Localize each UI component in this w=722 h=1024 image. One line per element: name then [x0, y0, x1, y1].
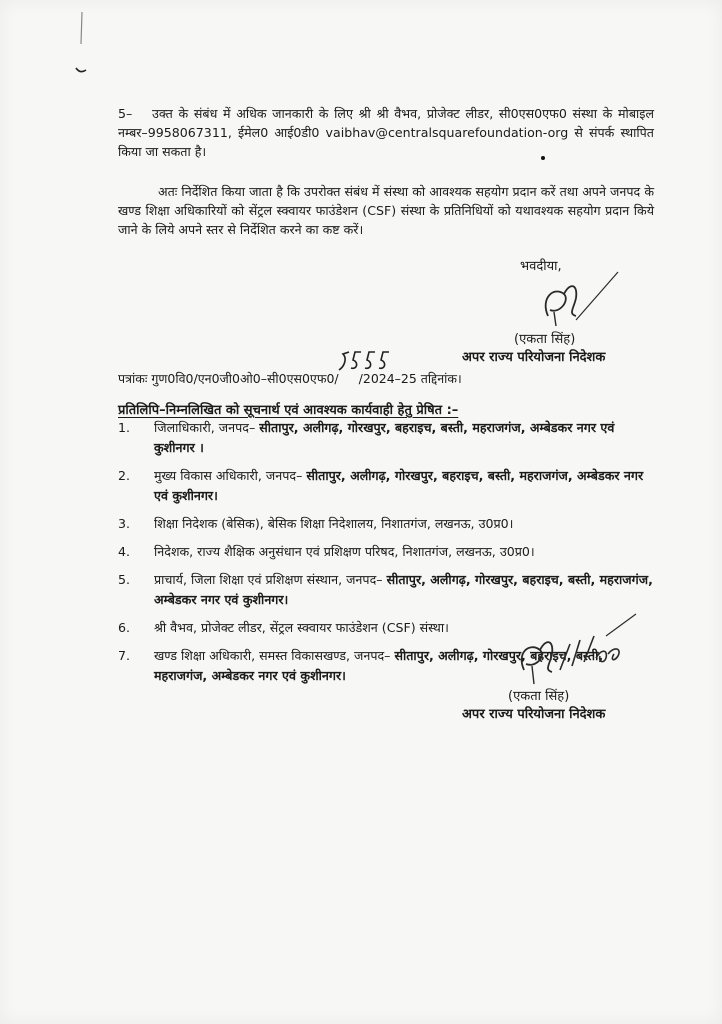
list-item-text: शिक्षा निदेशक (बेसिक), बेसिक शिक्षा निदेशालय, निशातगंज, लखनऊ, उ0प्र0।	[154, 516, 514, 531]
signatory-name: (एकता सिंह)	[514, 332, 576, 347]
list-item-number: 4.	[118, 544, 131, 559]
reference-line	[118, 370, 678, 387]
list-item	[118, 542, 658, 562]
list-item-places: सीतापुर, अलीगढ़, गोरखपुर, बहराइच, बस्ती, महराजगंज, अम्बेडकर नगर एवं कुशीनगर।	[154, 572, 653, 607]
list-item-text: निदेशक, राज्य शैक्षिक अनुसंधान एवं प्रशिक्षण परिषद, निशातगंज, लखनऊ, उ0प्र0।	[154, 544, 535, 559]
cc-heading-text: प्रतिलिपि–निम्नलिखित को सूचनार्थ एवं आवश्यक कार्यवाही हेतु प्रेषित :–	[118, 403, 459, 418]
reference-suffix: /2024–25 तद्दिनांक।	[358, 371, 462, 386]
list-item-places: सीतापुर, अलीगढ़, गोरखपुर, बहराइच, बस्ती, महराजगंज, अम्बेडकर नगर एवं कुशीनगर।	[154, 648, 604, 683]
reference-prefix: पत्रांकः गुण0वि0/एन0जी0ओ0–सी0एस0एफ0/	[118, 371, 339, 386]
paragraph-5-text: उक्त के संबंध में अधिक जानकारी के लिए श्री श्री वैभव, प्रोजेक्ट लीडर, सी0एस0एफ0 संस्था के मोबाइल नम्बर–9958067311, ईमेल0 आई0डी0 vaibhav@centralsquarefoundation-org से संपर्क स्थापित किया जा सकता है।	[118, 106, 654, 159]
signatory-designation-2: अपर राज्य परियोजना निदेशक	[462, 707, 606, 722]
cc-heading	[118, 400, 458, 418]
list-item-text: जिलाधिकारी, जनपद–	[154, 420, 260, 435]
signatory-name-2: (एकता सिंह)	[508, 689, 570, 704]
paragraph-5	[118, 104, 654, 161]
list-item-places: सीतापुर, अलीगढ़, गोरखपुर, बहराइच, बस्ती, महराजगंज, अम्बेडकर नगर एवं कुशीनगर ।	[154, 420, 615, 455]
list-item-number: 2.	[118, 468, 131, 483]
handwritten-reference-number	[335, 348, 395, 374]
list-item-number: 1.	[118, 420, 131, 435]
list-item	[118, 514, 658, 534]
paragraph-directive	[118, 182, 654, 239]
list-item-places: सीतापुर, अलीगढ़, गोरखपुर, बहराइच, बस्ती, महराजगंज, अम्बेडकर नगर एवं कुशीनगर।	[154, 468, 644, 503]
list-item-text: प्राचार्य, जिला शिक्षा एवं प्रशिक्षण संस्थान, जनपद–	[154, 572, 387, 587]
list-item	[118, 466, 658, 506]
paragraph-number: 5–	[118, 106, 133, 121]
salutation: भवदीया,	[520, 259, 562, 274]
list-item-text: खण्ड शिक्षा अधिकारी, समस्त विकासखण्ड, जनपद–	[154, 648, 395, 663]
list-item-text: मुख्य विकास अधिकारी, जनपद–	[154, 468, 307, 483]
list-item-text: श्री वैभव, प्रोजेक्ट लीडर, सेंट्रल स्क्वायर फाउंडेशन (CSF) संस्था।	[154, 620, 449, 635]
signature-mark	[520, 268, 630, 338]
list-item-number: 6.	[118, 620, 131, 635]
list-item-number: 7.	[118, 648, 131, 663]
scan-mark-top	[64, 8, 94, 78]
list-item	[118, 418, 658, 458]
list-item-number: 3.	[118, 516, 131, 531]
list-item-number: 5.	[118, 572, 131, 587]
paragraph-directive-text: अतः निर्देशित किया जाता है कि उपरोक्त संबंध में संस्था को आवश्यक सहयोग प्रदान करें तथा अपने जनपद के खण्ड शिक्षा अधिकारियों को सेंट्रल स्क्वायर फाउंडेशन (CSF) संस्था के प्रतिनिधियों को यथावश्यक सहयोग प्रदान किये जाने के लिये अपने स्तर से निर्देशित करने का कष्ट करें।	[118, 184, 654, 237]
signature-with-date	[510, 600, 650, 690]
signatory-designation: अपर राज्य परियोजना निदेशक	[462, 350, 606, 365]
